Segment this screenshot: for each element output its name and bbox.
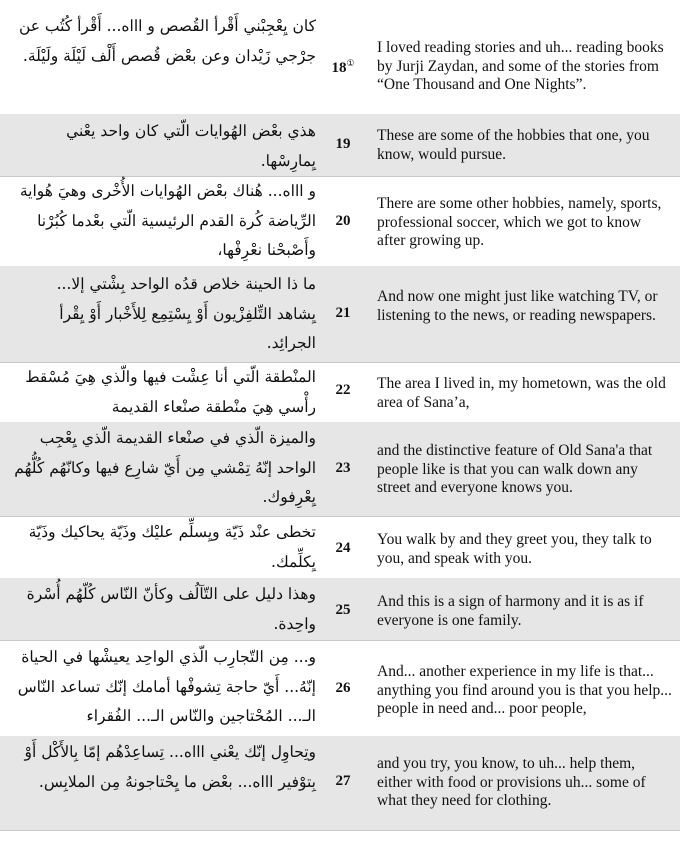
line-number: 22 <box>335 382 351 398</box>
transcript-row <box>0 0 680 115</box>
english-text: You walk by and they greet you, they talk to you, and speak with you. <box>377 531 652 567</box>
transcript-row <box>0 640 680 737</box>
transcript-row <box>0 362 680 423</box>
line-number: 26 <box>335 680 351 696</box>
arabic-text: والميزة الّذي في صنْعاء القديمة الّذي يِعْجِب الواحد إنّهُ تِمْشي مِن أَيّ شارِع فيها وكانّهُم كُلُّهُم يِعْرِفوك. <box>14 429 316 506</box>
line-number: 25 <box>335 602 351 618</box>
english-text: I loved reading stories and uh... reading books by Jurji Zaydan, and some of the stories from “One Thousand and One Nights”. <box>377 39 664 93</box>
transcript-row <box>0 736 680 831</box>
english-text: And this is a sign of harmony and it is as if everyone is one family. <box>377 593 644 629</box>
english-text: There are some other hobbies, namely, sports, professional soccer, which we got to know after growing up. <box>377 195 662 249</box>
english-text: and the distinctive feature of Old Sana'a that people like is that you can walk down any street and everyone knows you. <box>377 442 653 496</box>
footnote-marker[interactable]: ① <box>346 58 355 68</box>
arabic-text: هذي بعْض الهُوايات الّتي كان واحد يعْني يِمارِسْها. <box>66 122 316 170</box>
line-number: 27 <box>335 773 351 789</box>
arabic-text: وتِحاوِل إنّك يعْني اااه... تِساعِدْهُم إمّا بِالأَكْل أَوْ بِتوْفير اااه... بعْض ما يِحْتاجونهُ مِن الملابِس. <box>24 743 316 791</box>
english-text: And now one might just like watching TV, or listening to the news, or reading newspapers. <box>377 288 658 324</box>
transcript-row <box>0 266 680 363</box>
arabic-text: و اااه... هُناك بعْض الهُوايات الأُخْرى وهيَ هُواية الرِّياضة كُرة القدم الرئيسية الّتي بعْدما كُبُرْنا وأَصْبحْنا نعْرِفْها، <box>19 182 316 259</box>
line-number: 20 <box>335 213 351 229</box>
line-number: 21 <box>335 305 351 321</box>
transcript-row <box>0 578 680 641</box>
arabic-text: كان يِعْجِبْني أَقْرأ القُصص و اااه... أَقْرأ كُتُب عن جرْجي زَيْدان وعن بعْض قُصص أَلْف لَيْلَة ولَيْلَة. <box>18 17 316 65</box>
line-number-value: 18 <box>331 60 347 76</box>
line-number: 24 <box>335 540 351 556</box>
arabic-text: المنْطقة الّتي أنا عِشْت فيها والّذي هِيَ مُسْقط رأْسي هِيَ منْطقة صنْعاء القديمة <box>25 368 316 416</box>
transcript-row <box>0 516 680 579</box>
transcript-row <box>0 176 680 267</box>
transcript-row <box>0 422 680 517</box>
arabic-text: تخطى عنْد ذَيّة ويِسلِّم عليْك وذَيّة يحاكيك وذَيّة يِكلِّمك. <box>28 523 316 571</box>
english-text: The area I lived in, my hometown, was the old area of Sana’a, <box>377 375 666 411</box>
transcript-row <box>0 114 680 177</box>
english-text: These are some of the hobbies that one, you know, would pursue. <box>377 127 650 163</box>
arabic-text: ما ذا الحينة خلاص قدُه الواحد بِشْتي إلا... يِشاهد التِّلفِزْيون أَوْ يِسْتِمِع لِلأَخْبار أَوْ يِقْرأ الجرائِد. <box>56 275 316 352</box>
arabic-text: و... مِن التّجارِب الّذي الواحِد يعيشْها في الحياة إنّهُ... أَيّ حاجة تِشوفْها أمامك إنّك تساعد النّاس الـ... المُحْتاجين والنّاس الـ... الفُقراء <box>17 648 316 725</box>
line-number: 19 <box>335 136 351 152</box>
line-number <box>322 58 364 77</box>
english-text: And... another experience in my life is that... anything you find around you is that you help... people in need and... poor people, <box>377 663 672 717</box>
arabic-text: وهذا دليل على التّآلُف وكأنّ النّاس كُلّهُم أُسْرة واحِدة. <box>26 585 316 633</box>
english-text: and you try, you know, to uh... help them, either with food or provisions uh... some of what they need for clothing. <box>377 755 646 809</box>
line-number: 23 <box>335 460 351 476</box>
